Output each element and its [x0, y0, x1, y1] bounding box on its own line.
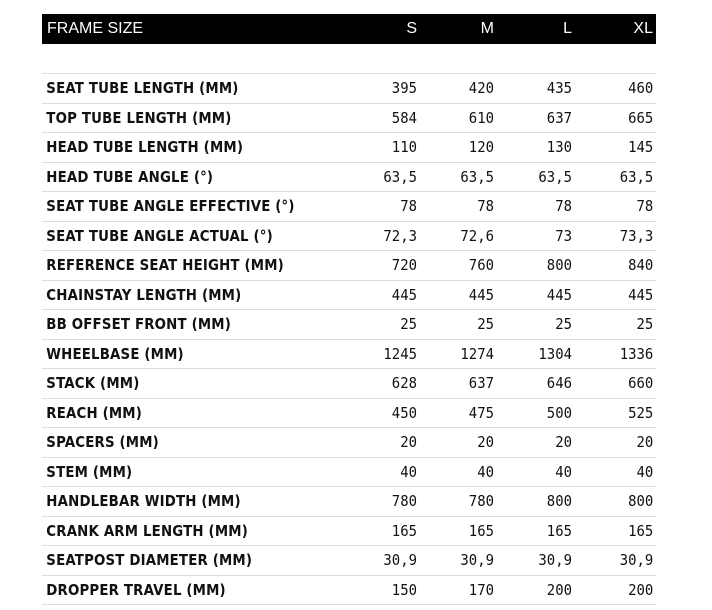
- table-row: [42, 576, 656, 606]
- row-value-m: 78: [477, 197, 494, 216]
- row-value-s: 584: [391, 108, 417, 127]
- table-row: [42, 74, 656, 104]
- row-value-xl: 800: [628, 492, 654, 511]
- row-value-l: 20: [555, 433, 572, 452]
- header-frame-size-label: FRAME SIZE: [47, 20, 144, 37]
- row-label: REFERENCE SEAT HEIGHT (MM): [46, 256, 284, 275]
- row-value-m: 780: [468, 492, 494, 511]
- table-body: [42, 74, 656, 605]
- row-value-xl: 30,9: [619, 551, 654, 570]
- row-value-l: 130: [546, 138, 572, 157]
- row-label: REACH (MM): [46, 403, 143, 422]
- table-row: [42, 163, 656, 193]
- row-value-s: 110: [391, 138, 417, 157]
- header-spacer: [42, 44, 656, 74]
- row-value-m: 1274: [460, 344, 494, 363]
- header-size-l: L: [563, 20, 572, 37]
- row-value-l: 435: [546, 79, 572, 98]
- table-row: [42, 133, 656, 163]
- row-value-l: 63,5: [538, 167, 572, 186]
- row-value-s: 30,9: [383, 551, 417, 570]
- row-value-xl: 145: [628, 138, 654, 157]
- row-value-m: 610: [468, 108, 494, 127]
- row-label: BB OFFSET FRONT (MM): [46, 315, 231, 334]
- row-value-m: 20: [477, 433, 494, 452]
- row-value-l: 165: [546, 521, 572, 540]
- row-value-l: 500: [546, 403, 572, 422]
- row-value-s: 40: [400, 462, 417, 481]
- row-value-m: 420: [468, 79, 494, 98]
- row-value-s: 25: [400, 315, 417, 334]
- row-value-m: 475: [468, 403, 494, 422]
- row-value-m: 170: [468, 580, 494, 599]
- row-value-l: 637: [546, 108, 572, 127]
- row-value-l: 1304: [538, 344, 572, 363]
- row-value-m: 25: [477, 315, 494, 334]
- row-value-s: 628: [391, 374, 417, 393]
- row-value-m: 72,6: [460, 226, 494, 245]
- row-value-xl: 1336: [619, 344, 654, 363]
- table-row: [42, 546, 656, 576]
- row-label: STEM (MM): [46, 462, 133, 481]
- row-label: SEATPOST DIAMETER (MM): [46, 551, 253, 570]
- row-value-s: 78: [400, 197, 417, 216]
- row-value-m: 30,9: [460, 551, 494, 570]
- row-value-m: 63,5: [460, 167, 494, 186]
- row-label: TOP TUBE LENGTH (MM): [46, 108, 232, 127]
- table-row: [42, 487, 656, 517]
- table-row: [42, 192, 656, 222]
- table-header: [42, 14, 656, 44]
- row-value-l: 445: [546, 285, 572, 304]
- row-value-s: 72,3: [383, 226, 417, 245]
- row-label: SEAT TUBE ANGLE EFFECTIVE (°): [46, 197, 295, 216]
- table-row: [42, 399, 656, 429]
- row-value-m: 760: [468, 256, 494, 275]
- row-value-l: 78: [555, 197, 572, 216]
- table-row: [42, 310, 656, 340]
- table-row: [42, 281, 656, 311]
- row-value-s: 720: [391, 256, 417, 275]
- row-label: CHAINSTAY LENGTH (MM): [46, 285, 242, 304]
- row-value-s: 780: [391, 492, 417, 511]
- row-value-xl: 200: [628, 580, 654, 599]
- table-row: [42, 251, 656, 281]
- row-value-xl: 840: [628, 256, 654, 275]
- row-value-s: 150: [391, 580, 417, 599]
- row-value-s: 395: [391, 79, 417, 98]
- row-value-s: 445: [391, 285, 417, 304]
- row-label: HEAD TUBE LENGTH (MM): [46, 138, 244, 157]
- table-row: [42, 340, 656, 370]
- row-value-xl: 73,3: [619, 226, 654, 245]
- row-value-s: 63,5: [383, 167, 417, 186]
- row-value-s: 165: [391, 521, 417, 540]
- header-size-m: M: [480, 20, 494, 37]
- row-value-l: 800: [546, 256, 572, 275]
- header-size-xl: XL: [633, 20, 653, 37]
- row-value-l: 40: [555, 462, 572, 481]
- row-value-xl: 20: [636, 433, 654, 452]
- row-value-l: 646: [546, 374, 572, 393]
- header-size-s: S: [406, 20, 417, 37]
- row-value-l: 30,9: [538, 551, 572, 570]
- row-value-s: 20: [400, 433, 417, 452]
- row-value-xl: 665: [628, 108, 654, 127]
- row-label: HANDLEBAR WIDTH (MM): [46, 492, 241, 511]
- row-value-xl: 460: [628, 79, 654, 98]
- row-label: STACK (MM): [46, 374, 140, 393]
- geometry-table: [42, 14, 656, 605]
- row-label: SEAT TUBE ANGLE ACTUAL (°): [46, 226, 273, 245]
- row-value-xl: 525: [628, 403, 654, 422]
- row-value-xl: 78: [636, 197, 654, 216]
- table-row: [42, 222, 656, 252]
- row-value-m: 445: [468, 285, 494, 304]
- table-row: [42, 104, 656, 134]
- row-value-xl: 660: [628, 374, 654, 393]
- row-label: CRANK ARM LENGTH (MM): [46, 521, 248, 540]
- row-value-m: 165: [468, 521, 494, 540]
- row-value-xl: 40: [636, 462, 654, 481]
- row-value-l: 200: [546, 580, 572, 599]
- row-value-s: 450: [391, 403, 417, 422]
- row-value-xl: 445: [628, 285, 654, 304]
- row-label: WHEELBASE (MM): [46, 344, 184, 363]
- row-value-m: 637: [468, 374, 494, 393]
- row-label: HEAD TUBE ANGLE (°): [46, 167, 214, 186]
- table-row: [42, 369, 656, 399]
- table-row: [42, 428, 656, 458]
- row-label: SEAT TUBE LENGTH (MM): [46, 79, 239, 98]
- row-value-xl: 25: [636, 315, 654, 334]
- table-row: [42, 517, 656, 547]
- table-row: [42, 458, 656, 488]
- row-value-xl: 63,5: [619, 167, 654, 186]
- row-value-m: 120: [468, 138, 494, 157]
- row-value-m: 40: [477, 462, 494, 481]
- row-value-l: 800: [546, 492, 572, 511]
- row-label: SPACERS (MM): [46, 433, 159, 452]
- row-value-l: 73: [555, 226, 572, 245]
- row-value-xl: 165: [628, 521, 654, 540]
- row-value-s: 1245: [383, 344, 417, 363]
- row-value-l: 25: [555, 315, 572, 334]
- row-label: DROPPER TRAVEL (MM): [46, 580, 226, 599]
